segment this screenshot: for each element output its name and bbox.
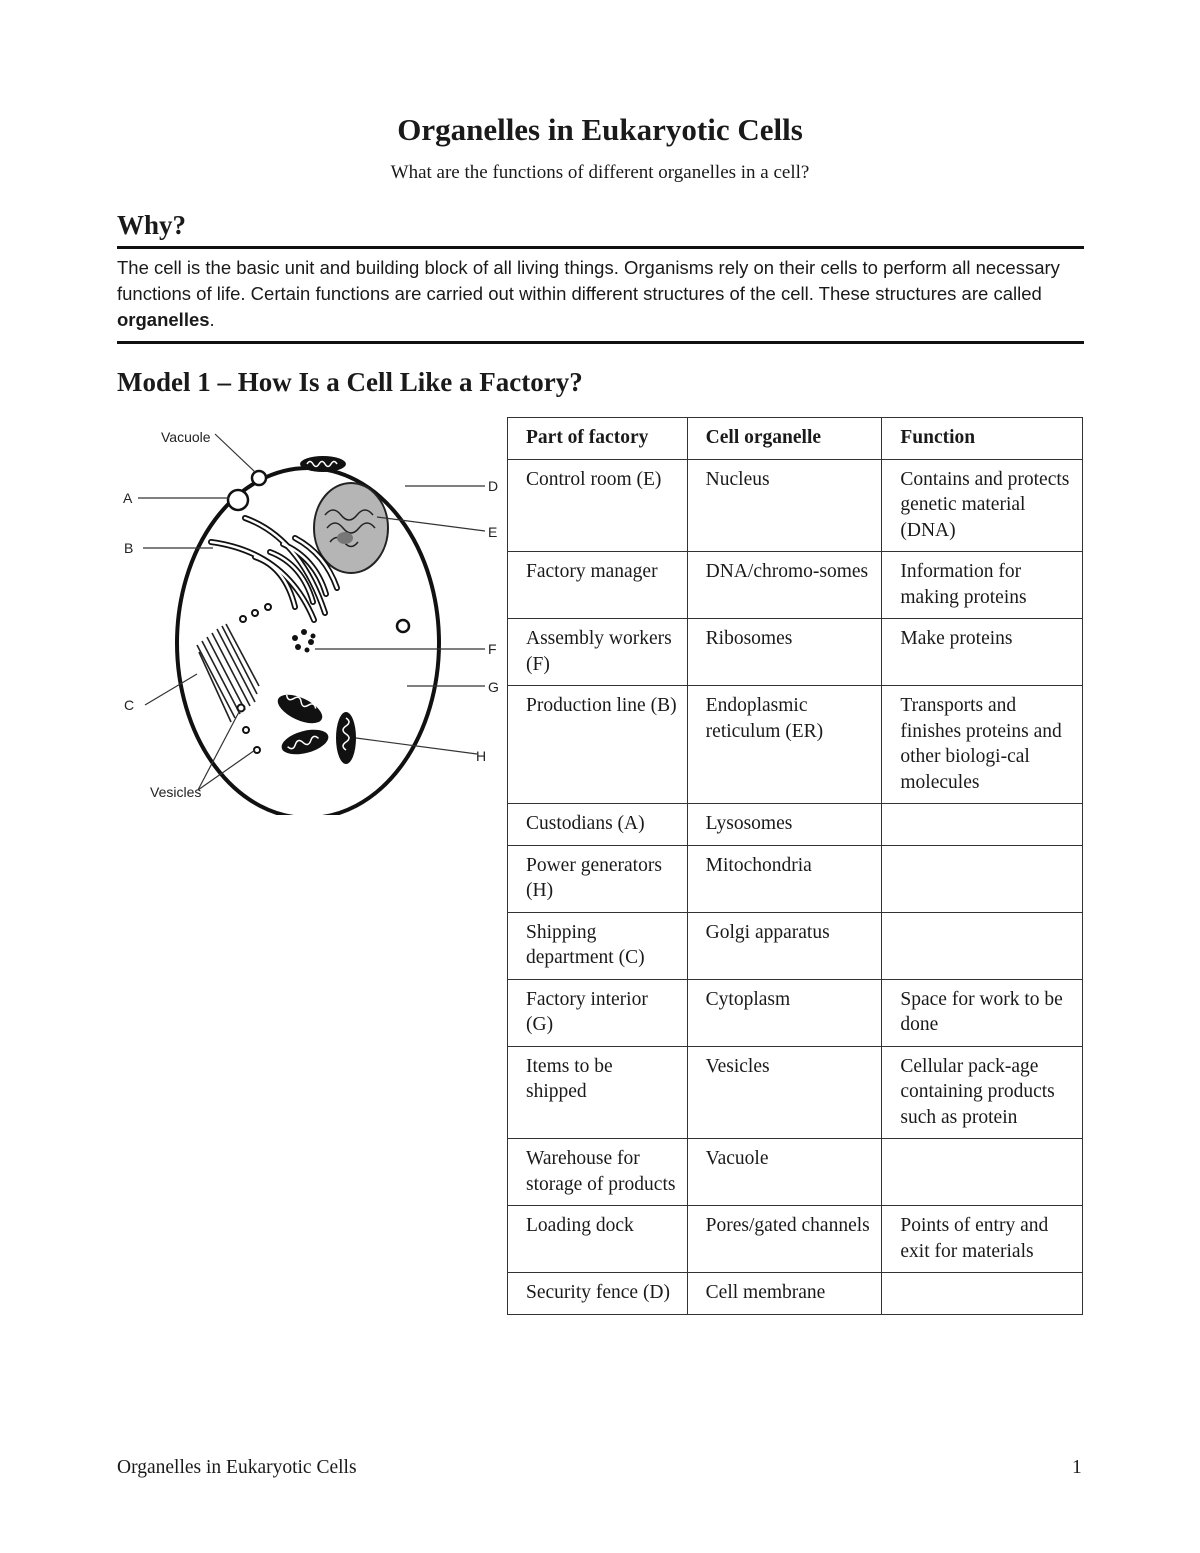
cell-organelle: Vesicles [687,1046,882,1139]
label-a: A [123,490,133,506]
cell-organelle: Cytoplasm [687,979,882,1046]
cell-organelle: Endoplasmic reticulum (ER) [687,686,882,804]
divider-top [117,246,1084,249]
cell-part: Assembly workers (F) [508,619,688,686]
table-row [508,1139,1083,1206]
cell-function [882,1139,1083,1206]
label-g: G [488,679,499,695]
cell-organelle: Mitochondria [687,845,882,912]
page-number: 1 [1072,1457,1082,1478]
label-h: H [476,748,487,764]
table-row [508,686,1083,804]
cell-function [882,912,1083,979]
why-text-after: . [209,309,215,330]
cell-part: Production line (B) [508,686,688,804]
header-cell-organelle: Cell organelle [687,418,882,460]
label-c: C [124,697,135,713]
label-f: F [488,641,497,657]
page-subtitle: What are the functions of different organelles in a cell? [390,162,810,183]
cell-part: Security fence (D) [508,1273,688,1315]
table-row [508,845,1083,912]
vesicle-shape-right [397,620,409,632]
table-header-row [508,418,1083,460]
cell-function: Cellular pack-age containing products such as protein [882,1046,1083,1139]
header-part-of-factory: Part of factory [508,418,688,460]
divider-bottom [117,341,1084,344]
cell-function [882,804,1083,846]
table-row [508,979,1083,1046]
cell-organelle: DNA/chromo-somes [687,552,882,619]
vacuole-shape [252,471,266,485]
cell-organelle: Golgi apparatus [687,912,882,979]
table-row [508,804,1083,846]
cell-part: Control room (E) [508,459,688,552]
vesicle-shape [238,705,245,712]
label-vesicles: Vesicles [150,784,202,800]
table-row [508,619,1083,686]
footer-title: Organelles in Eukaryotic Cells [117,1457,357,1478]
why-paragraph [117,255,1084,333]
cell-function: Make proteins [882,619,1083,686]
cell-function: Points of entry and exit for materials [882,1206,1083,1273]
cell-part: Warehouse for storage of products [508,1139,688,1206]
model-heading: Model 1 – How Is a Cell Like a Factory? [117,367,583,397]
cell-function [882,1273,1083,1315]
mitochondrion-top-shape [300,456,346,472]
cell-organelle: Cell membrane [687,1273,882,1315]
why-text-before: The cell is the basic unit and building block of all living things. Organisms rely on their cells to perform all necessary functions of life. Certain functions are carried out within different structures of the cell. These structures are called [117,257,1060,304]
cell-function: Transports and finishes proteins and other biologi-cal molecules [882,686,1083,804]
cell-part: Factory manager [508,552,688,619]
table-row [508,1273,1083,1315]
nucleolus-shape [337,532,353,544]
cell-organelle: Nucleus [687,459,882,552]
cell-part: Power generators (H) [508,845,688,912]
cell-diagram [115,420,515,815]
why-heading: Why? [117,210,187,240]
lysosome-shape [228,490,248,510]
page-title: Organelles in Eukaryotic Cells [397,112,803,147]
cell-part: Loading dock [508,1206,688,1273]
label-d: D [488,478,499,494]
cell-organelle: Vacuole [687,1139,882,1206]
label-b: B [124,540,134,556]
label-e: E [488,524,498,540]
cell-function: Space for work to be done [882,979,1083,1046]
cell-function [882,845,1083,912]
table-row [508,1046,1083,1139]
factory-table [507,417,1083,1315]
label-vacuole: Vacuole [161,429,211,445]
table-row [508,552,1083,619]
table-row [508,912,1083,979]
table-row [508,1206,1083,1273]
cell-organelle: Lysosomes [687,804,882,846]
cell-part: Shipping department (C) [508,912,688,979]
cell-part: Factory interior (G) [508,979,688,1046]
table-row [508,459,1083,552]
cell-part: Custodians (A) [508,804,688,846]
cell-part: Items to be shipped [508,1046,688,1139]
cell-function: Contains and protects genetic material (DNA) [882,459,1083,552]
why-bold-term: organelles [117,309,210,330]
cell-organelle: Ribosomes [687,619,882,686]
header-function: Function [882,418,1083,460]
cell-organelle: Pores/gated channels [687,1206,882,1273]
cell-function: Information for making proteins [882,552,1083,619]
